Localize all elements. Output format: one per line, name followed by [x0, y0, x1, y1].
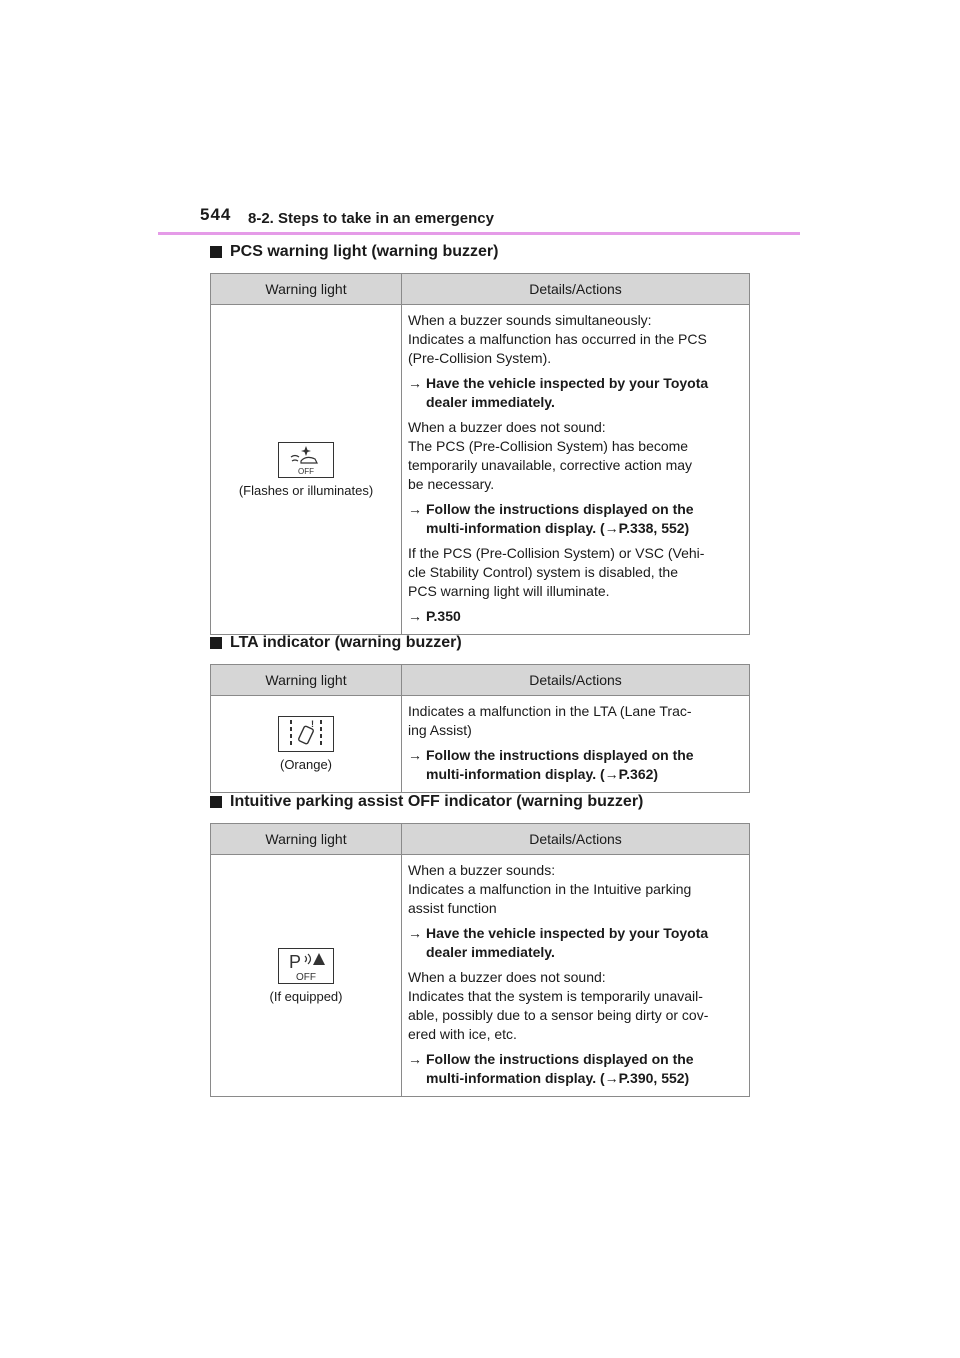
- icon-caption: (If equipped): [269, 988, 343, 1004]
- svg-text:OFF: OFF: [298, 466, 314, 476]
- icon-caption: (Orange): [279, 757, 333, 772]
- parking-assist-off-icon: [278, 948, 334, 984]
- header-rule: [158, 232, 800, 235]
- header-details: Details/Actions: [402, 824, 750, 855]
- header-details: Details/Actions: [402, 665, 750, 696]
- icon-cell: [211, 305, 402, 635]
- details-cell: Indicates a malfunction in the LTA (Lane Trac- ing Assist) → Follow the instructions displayed on the multi-information display. (→P.362): [402, 696, 750, 793]
- chapter-title: 8-2. Steps to take in an emergency: [248, 210, 494, 227]
- arrow-icon: →: [408, 747, 422, 763]
- arrow-icon: →: [408, 925, 422, 941]
- svg-text:P: P: [289, 951, 302, 972]
- page-number: 544: [200, 205, 232, 224]
- icon-caption: (Flashes or illuminates): [238, 482, 374, 498]
- header-details: Details/Actions: [402, 274, 750, 305]
- section-title-lta: LTA indicator (warning buzzer): [210, 634, 462, 652]
- section-title-parking-assist: Intuitive parking assist OFF indicator (warning buzzer): [210, 793, 643, 811]
- header-warning-light: Warning light: [211, 665, 402, 696]
- page-ref: P.350: [426, 608, 461, 624]
- icon-cell: [211, 855, 402, 1097]
- page-header: [0, 0, 960, 240]
- square-bullet-icon: [210, 637, 222, 649]
- icon-cell: [211, 696, 402, 793]
- table-pcs: [210, 273, 750, 635]
- header-warning-light: Warning light: [211, 274, 402, 305]
- arrow-icon: →: [408, 375, 422, 391]
- table-lta: [210, 664, 750, 793]
- table-parking-assist: [210, 823, 750, 1097]
- arrow-icon: →: [408, 1051, 422, 1067]
- square-bullet-icon: [210, 796, 222, 808]
- header-warning-light: Warning light: [211, 824, 402, 855]
- details-cell: When a buzzer sounds: Indicates a malfunction in the Intuitive parking assist function → Have the vehicle inspected by your Toyota dealer immediately. When a buzzer does not sound: Indicates that the system is temporarily unavail- able, possibly due to a sensor being dirty or cov- ered with ice, etc. → Follow the instructions displayed on the multi-information display. (→P.390, 552): [402, 855, 750, 1097]
- square-bullet-icon: [210, 246, 222, 258]
- lta-icon: [278, 716, 334, 752]
- svg-text:OFF: OFF: [296, 971, 316, 983]
- arrow-icon: →: [408, 501, 422, 517]
- pcs-off-icon: [278, 442, 334, 478]
- details-cell: When a buzzer sounds simultaneously: Indicates a malfunction has occurred in the PCS (Pre-Collision System). → Have the vehicle inspected by your Toyota dealer immediately. When a buzzer does not sound: The PCS (Pre-Collision System) has become temporarily unavailable, corrective action may be necessary. → Follow the instructions displayed on the multi-information display. (→P.338, 552) If the PCS (Pre-Collision System) or VSC (Vehi- cle Stability Control) system is disabled, the PCS warning light will illuminate. → P.350: [402, 305, 750, 635]
- arrow-icon: →: [408, 608, 422, 624]
- svg-text:!: !: [311, 719, 314, 729]
- section-title-pcs: PCS warning light (warning buzzer): [210, 243, 498, 261]
